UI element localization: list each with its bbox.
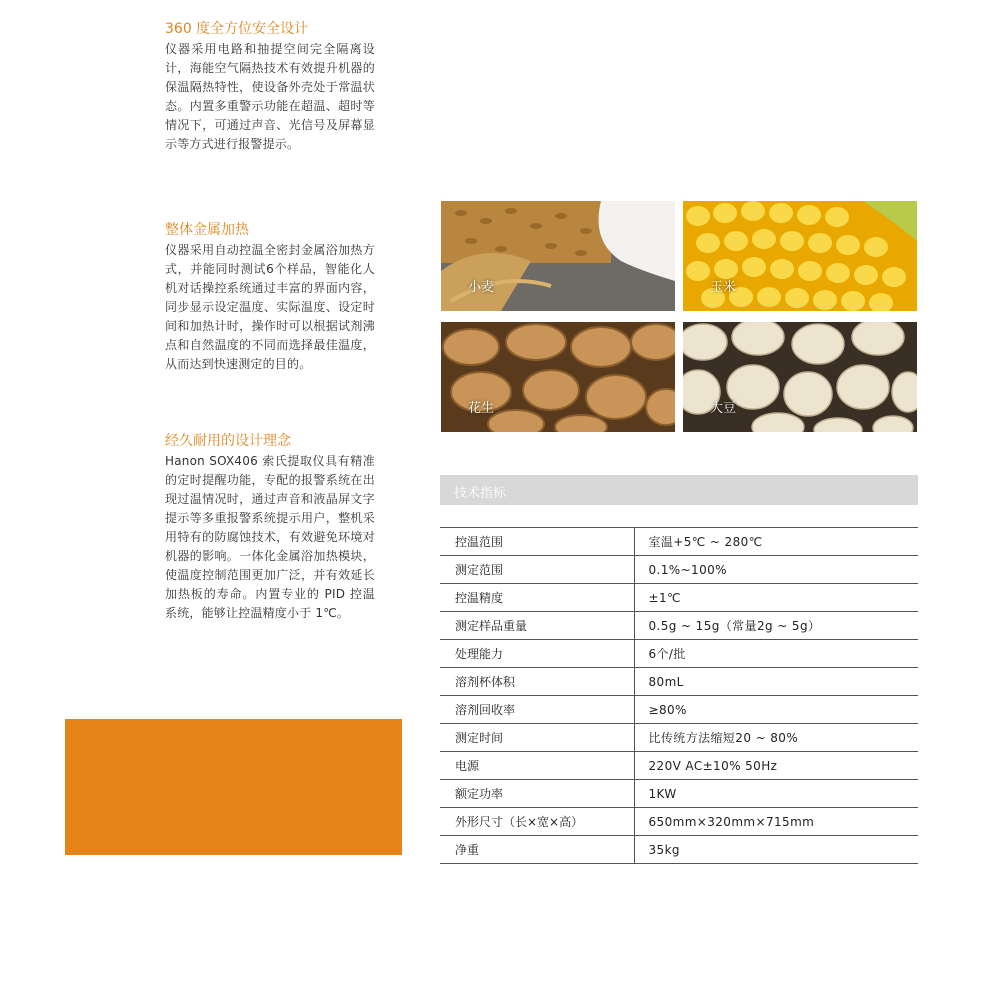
spec-key: 净重 <box>440 836 634 864</box>
spec-key: 溶剂杯体积 <box>440 668 634 696</box>
table-row <box>440 640 918 668</box>
spec-key: 电源 <box>440 752 634 780</box>
spec-header-bar <box>440 475 918 505</box>
table-row <box>440 668 918 696</box>
table-row <box>440 752 918 780</box>
spec-value: ≥80% <box>634 696 918 724</box>
photo-label: 大豆 <box>710 401 737 416</box>
orange-decor-block <box>65 719 402 855</box>
spec-key: 外形尺寸（长×宽×高） <box>440 808 634 836</box>
feature-body: 仪器采用自动控温全密封金属浴加热方式，并能同时测试6个样品，智能化人机对话操控系统通过丰富的界面内容，同步显示设定温度、实际温度、设定时间和加热计时，操作时可以根据试剂沸点和自然温度的不同而选择最佳温度，从而达到快速测定的目的。 <box>165 243 375 371</box>
spec-value: 1KW <box>634 780 918 808</box>
table-row <box>440 556 918 584</box>
spec-value: 80mL <box>634 668 918 696</box>
spec-key: 测定范围 <box>440 556 634 584</box>
spec-value: 650mm×320mm×715mm <box>634 808 918 836</box>
photo-corn <box>683 201 917 311</box>
feature-title: 整体金属加热 <box>165 222 249 238</box>
photo-soy <box>683 322 917 432</box>
spec-value: 220V AC±10% 50Hz <box>634 752 918 780</box>
photo-label: 花生 <box>468 401 495 416</box>
photo-label: 小麦 <box>468 280 495 295</box>
feature-safety-design <box>165 20 375 154</box>
spec-key: 测定样品重量 <box>440 612 634 640</box>
spec-value: 比传统方法缩短20 ~ 80% <box>634 724 918 752</box>
spec-value: 6个/批 <box>634 640 918 668</box>
feature-body: 仪器采用电路和抽提空间完全隔离设计，海能空气隔热技术有效提升机器的保温隔热特性，使设备外壳处于常温状态。内置多重警示功能在超温、超时等情况下，可通过声音、光信号及屏幕显示等方式进行报警提示。 <box>165 42 375 151</box>
spec-key: 溶剂回收率 <box>440 696 634 724</box>
table-row <box>440 808 918 836</box>
spec-value: 0.5g ~ 15g（常量2g ~ 5g） <box>634 612 918 640</box>
table-row <box>440 836 918 864</box>
table-row <box>440 724 918 752</box>
feature-metal-heating <box>165 221 375 374</box>
spec-key: 控温范围 <box>440 528 634 556</box>
spec-key: 测定时间 <box>440 724 634 752</box>
photo-peanut <box>441 322 675 432</box>
table-row <box>440 696 918 724</box>
spec-value: 35kg <box>634 836 918 864</box>
spec-value: ±1℃ <box>634 584 918 612</box>
spec-value: 0.1%~100% <box>634 556 918 584</box>
spec-key: 控温精度 <box>440 584 634 612</box>
spec-table <box>440 527 918 864</box>
photo-label: 玉米 <box>710 280 737 295</box>
spec-key: 额定功率 <box>440 780 634 808</box>
feature-durable-design <box>165 432 375 623</box>
feature-title: 经久耐用的设计理念 <box>165 433 291 449</box>
spec-title: 技术指标 <box>454 486 507 501</box>
feature-title: 360 度全方位安全设计 <box>165 21 309 37</box>
spec-value: 室温+5℃ ~ 280℃ <box>634 528 918 556</box>
table-row <box>440 528 918 556</box>
table-row <box>440 612 918 640</box>
table-row <box>440 584 918 612</box>
spec-key: 处理能力 <box>440 640 634 668</box>
table-row <box>440 780 918 808</box>
photo-wheat <box>441 201 675 311</box>
feature-body: Hanon SOX406 索氏提取仪具有精准的定时提醒功能，专配的报警系统在出现过温情况时，通过声音和液晶屏文字提示等多重报警系统提示用户，整机采用特有的防腐蚀技术，有效避免环境对机器的影响。一体化金属浴加热模块，使温度控制范围更加广泛，并有效延长加热板的寿命。内置专业的 PID 控温系统，能够让控温精度小于 1℃。 <box>165 454 375 620</box>
